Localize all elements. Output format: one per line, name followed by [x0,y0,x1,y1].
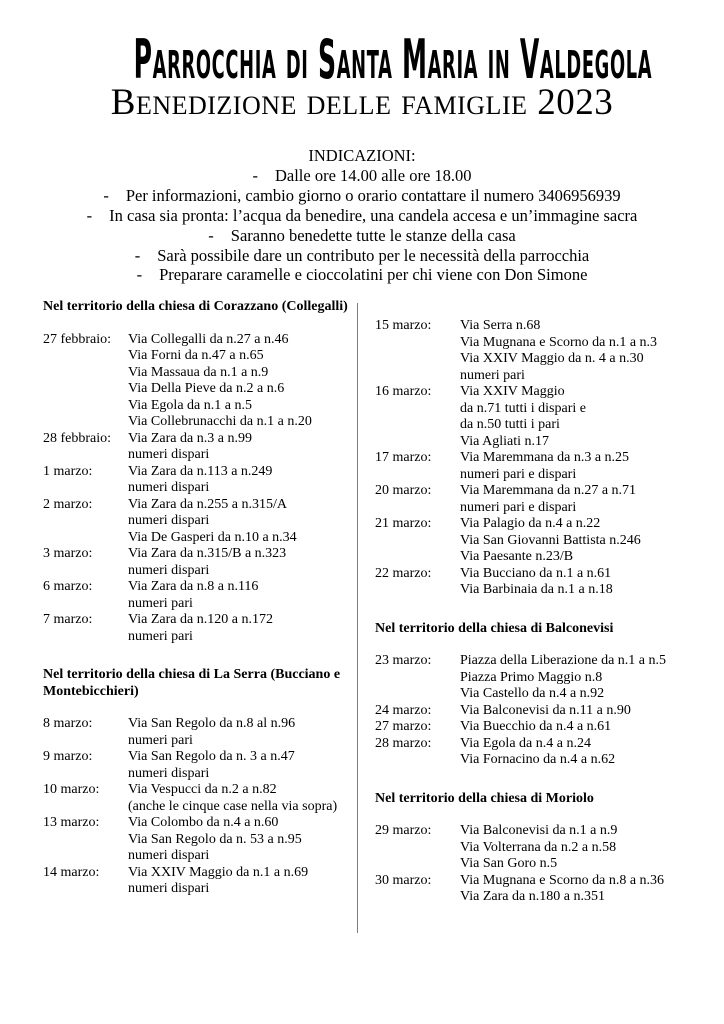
schedule-entry: Via Forni da n.47 a n.65 [128,348,264,363]
schedule-entry: Via Palagio da n.4 a n.22 [460,516,601,531]
schedule-date: 10 marzo: [43,782,100,797]
schedule-date: 17 marzo: [375,450,432,465]
schedule-entry: Via XXIV Maggio da n. 4 a n.30 [460,351,644,366]
schedule-entry: Via Collebrunacchi da n.1 a n.20 [128,414,312,429]
schedule-row [43,579,357,612]
schedule-entries [128,431,357,464]
schedule-entry: numeri dispari [128,480,210,495]
schedule-date: 16 marzo: [375,384,432,399]
indication-dash: - [134,245,141,265]
schedule-entry: Piazza della Liberazione da n.1 a n.5 [460,653,667,668]
schedule-entry: Via Della Pieve da n.2 a n.6 [128,381,285,396]
territory-section [43,667,357,898]
schedule-row [43,332,357,431]
schedule-date: 2 marzo: [43,496,93,512]
schedule-row [43,749,357,782]
schedule-entry: Via San Regolo da n. 53 a n.95 [128,831,302,847]
page-subtitle: Benedizione delle famiglie 2023 [110,82,614,123]
column-divider [357,303,358,933]
schedule-entry: (anche le cinque case nella via sopra) [128,798,338,814]
schedule-entry: numeri dispari [128,848,210,863]
schedule-entries [460,653,715,703]
schedule-date: 13 marzo: [43,815,100,830]
schedule-entries [460,703,715,720]
schedule-entry: Via Zara da n.8 a n.116 [128,579,259,594]
schedule-entry: Via San Regolo da n. 3 a n.47 [128,749,295,764]
schedule-date: 30 marzo: [375,872,432,888]
schedule-entry: Via Vespucci da n.2 a n.82 [128,782,277,797]
schedule-entry: Via Maremmana da n.27 a n.71 [460,483,637,498]
schedule-entry: Via Balconevisi da n.1 a n.9 [460,823,618,838]
schedule-row [375,318,715,384]
schedule-entry: numeri dispari [128,513,210,528]
territory-section [375,791,715,906]
schedule-row [375,450,715,483]
schedule-entry: Via Zara da n.180 a n.351 [460,889,605,904]
schedule-entries [460,318,715,384]
schedule-row [375,873,715,906]
schedule-entry: Via Massaua da n.1 a n.9 [128,364,269,380]
schedule-entries [128,612,357,645]
schedule-date: 24 marzo: [375,702,432,718]
indication-item [0,226,724,246]
schedule-date: 3 marzo: [43,546,93,561]
schedule-entries [460,736,715,769]
schedule-date: 20 marzo: [375,483,432,498]
schedule-row [43,815,357,865]
schedule-entry: Via Zara da n.255 a n.315/A [128,496,287,512]
schedule-entry: numeri pari [128,595,193,611]
schedule-date: 9 marzo: [43,749,93,764]
schedule-row [43,716,357,749]
indications-block [0,146,724,285]
indication-item [0,246,724,266]
schedule-entry: numeri pari [128,628,193,644]
schedule-entry: Via Zara da n.120 a n.172 [128,612,273,627]
schedule-entry: numeri dispari [128,765,210,781]
schedule-entry: Via Egola da n.1 a n.5 [128,397,252,413]
schedule-entry: da n.71 tutti i dispari e [460,400,586,416]
schedule-entries [460,719,715,736]
page-title [0,28,724,91]
schedule-entries [128,815,357,865]
indication-dash: - [103,185,109,205]
schedule-entry: Via Mugnana e Scorno da n.8 a n.36 [460,872,665,888]
indication-item [0,166,724,186]
schedule-entries [128,464,357,497]
schedule-entries [128,749,357,782]
schedule-entry: Via De Gasperi da n.10 a n.34 [128,529,297,545]
schedule-date: 15 marzo: [375,318,432,333]
schedule-row [43,464,357,497]
schedule-entry: Via Paesante n.23/B [460,549,574,564]
schedule-row [43,865,357,898]
schedule-entries [460,384,715,450]
schedule-row [375,566,715,599]
schedule-date: 28 marzo: [375,735,432,751]
schedule-entry: Via Castello da n.4 a n.92 [460,686,605,701]
schedule-entries [128,782,357,815]
schedule-entry: Via Zara da n.3 a n.99 [128,430,252,446]
schedule-entry: numeri dispari [128,562,210,578]
indication-text: Preparare caramelle e cioccolatini per chi viene con Don Simone [159,265,588,285]
schedule-entry: Via Balconevisi da n.11 a n.90 [460,702,631,718]
schedule-entries [460,823,715,873]
schedule-entry: Via Bucciano da n.1 a n.61 [460,565,612,581]
territory-header: Nel territorio della chiesa di Balconevisi [375,620,614,636]
schedule-entry: numeri pari e dispari [460,499,577,515]
schedule-entries [460,483,715,516]
indication-dash: - [136,265,143,285]
schedule-entries [128,579,357,612]
schedule-entry: numeri pari [128,732,193,748]
schedule-entries [128,716,357,749]
schedule-entry: Via XXIV Maggio [460,384,565,399]
territory-header: Nel territorio della chiesa di La Serra (Bucciano e Montebicchieri) [43,667,341,699]
indication-item [0,206,724,226]
schedule-entries [460,450,715,483]
schedule-entry: Via XXIV Maggio da n.1 a n.69 [128,864,309,880]
schedule-date: 8 marzo: [43,716,93,731]
indication-dash: - [208,225,214,245]
schedule-row [43,431,357,464]
schedule-entry: Via San Giovanni Battista n.246 [460,532,641,548]
schedule-entry: Via Volterrana da n.2 a n.58 [460,839,617,855]
schedule-entries [128,546,357,579]
schedule-entry: Via San Regolo da n.8 al n.96 [128,716,296,731]
schedule-entry: Via Maremmana da n.3 a n.25 [460,450,630,465]
schedule-row [375,384,715,450]
schedule-date: 27 marzo: [375,719,432,734]
schedule-entry: Via Serra n.68 [460,318,541,333]
indication-text: In casa sia pronta: l’acqua da benedire, una candela accesa e un’immagine sacra [109,205,638,225]
schedule-entries [460,566,715,599]
schedule-entry: Via Mugnana e Scorno da n.1 a n.3 [460,334,658,350]
schedule-date: 14 marzo: [43,864,100,880]
schedule-row [375,516,715,566]
territory-section [43,299,357,645]
schedule-row [375,736,715,769]
schedule-date: 23 marzo: [375,653,432,668]
schedule-date: 7 marzo: [43,612,93,627]
indication-text: Dalle ore 14.00 alle ore 18.00 [274,165,472,185]
schedule-row [375,653,715,703]
schedule-entry: Via Egola da n.4 a n.24 [460,735,591,751]
schedule-row [375,483,715,516]
indications-list [0,166,724,285]
schedule-entry: da n.50 tutti i pari [460,417,560,432]
schedule-date: 1 marzo: [43,463,93,479]
territory-section [375,318,715,599]
schedule-entry: Via Agliati n.17 [460,433,549,449]
schedule-date: 29 marzo: [375,823,432,838]
schedule-entries [128,865,357,898]
indications-heading: INDICAZIONI: [308,146,416,165]
schedule-entry: Via San Goro n.5 [460,856,558,871]
schedule-entry: Via Barbinaia da n.1 a n.18 [460,582,613,597]
schedule-date: 27 febbraio: [43,331,112,347]
schedule-entry: Via Fornacino da n.4 a n.62 [460,752,616,767]
schedule-row [375,703,715,720]
indication-dash: - [252,165,258,185]
schedule-entries [460,516,715,566]
schedule-entries [128,332,357,431]
schedule-row [375,823,715,873]
schedule-entry: numeri dispari [128,881,210,896]
territory-section [375,621,715,769]
schedule-date: 21 marzo: [375,516,432,531]
schedule-row [43,497,357,547]
schedule-entry: Via Buecchio da n.4 a n.61 [460,719,612,734]
territory-header: Nel territorio della chiesa di Moriolo [375,790,594,806]
indication-item [0,265,724,285]
schedule-entry: Piazza Primo Maggio n.8 [460,669,603,685]
schedule-row [375,719,715,736]
schedule-entry: Via Colombo da n.4 a n.60 [128,815,279,830]
schedule-entry: numeri dispari [128,447,210,462]
schedule-entry: Via Zara da n.113 a n.249 [128,463,273,479]
indication-text: Saranno benedette tutte le stanze della casa [230,225,516,245]
schedule-entry: numeri pari [460,367,525,383]
page-title-text: Parrocchia di Santa Maria in Valdegola [133,28,653,91]
schedule-row [43,612,357,645]
schedule-entry: Via Zara da n.315/B a n.323 [128,546,287,561]
schedule-row [43,782,357,815]
schedule-column-right [375,318,715,906]
schedule-date: 6 marzo: [43,579,93,594]
schedule-date: 28 febbraio: [43,430,112,446]
indication-text: Per informazioni, cambio giorno o orario contattare il numero 3406956939 [125,185,621,205]
indication-text: Sarà possibile dare un contributo per le necessità della parrocchia [157,245,590,265]
schedule-date: 22 marzo: [375,565,432,581]
schedule-entries [460,873,715,906]
schedule-row [43,546,357,579]
schedule-column-left [43,299,357,898]
schedule-entry: Via Collegalli da n.27 a n.46 [128,331,289,347]
indication-dash: - [86,205,93,225]
indication-item [0,186,724,206]
schedule-entries [128,497,357,547]
schedule-entry: numeri pari e dispari [460,466,577,482]
territory-header: Nel territorio della chiesa di Corazzano (Collegalli) [43,299,348,314]
